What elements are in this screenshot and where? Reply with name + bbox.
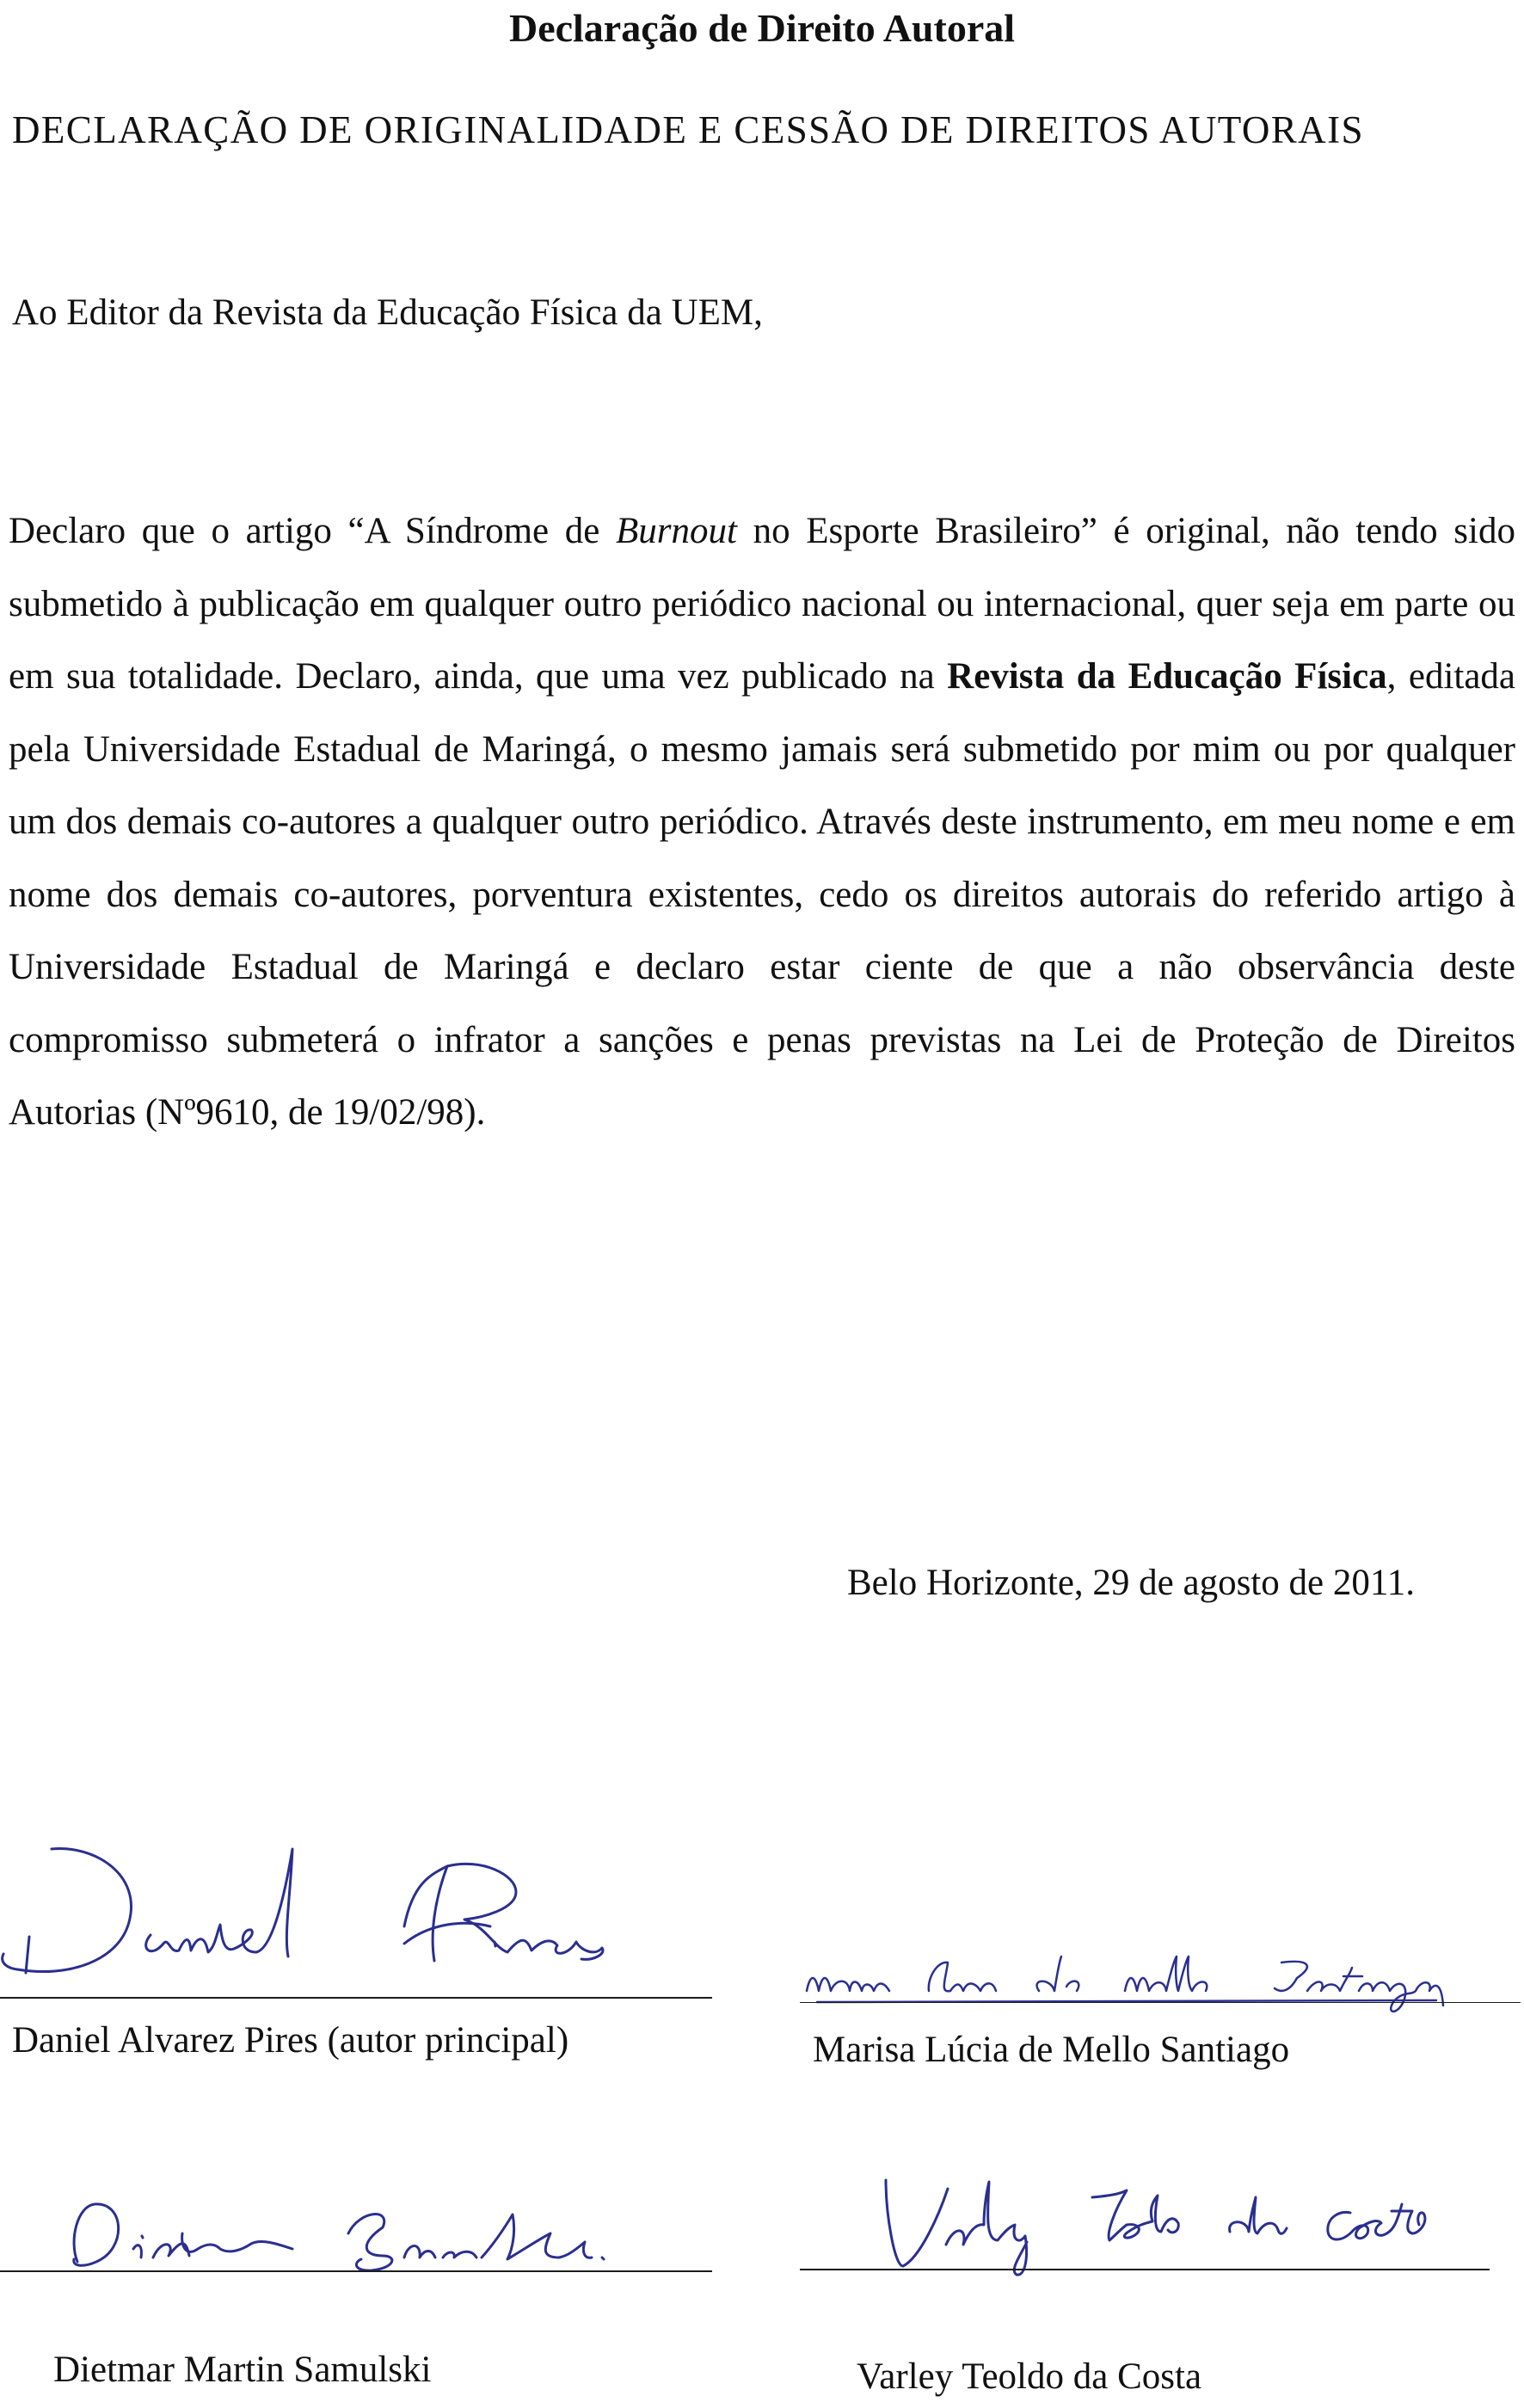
signer-name-4: Varley Teoldo da Costa [857, 2356, 1202, 2397]
body-text-part-2: no Esporte Brasileiro” é original, não tendo sido submetido à publicação em qualquer outro periódico nacional ou internacional, quer seja em parte ou em sua totalidade. Declaro, ainda, que uma vez publicado na [9, 511, 1515, 697]
signature-line-4 [800, 2269, 1490, 2270]
body-text-part-1: Declaro que o artigo “A Síndrome de [9, 511, 617, 551]
italic-term: Burnout [616, 511, 737, 551]
signature-dietmar-samulski [0, 2189, 722, 2283]
signature-marisa-santiago [800, 1944, 1522, 2021]
signature-daniel-pires [0, 1840, 619, 1995]
salutation: Ao Editor da Revista da Educação Física da UEM, [12, 292, 763, 333]
signer-name-1: Daniel Alvarez Pires (autor principal) [12, 2020, 569, 2061]
signer-name-3: Dietmar Martin Samulski [53, 2350, 432, 2390]
signature-line-3 [0, 2270, 712, 2272]
signature-line-1 [0, 1997, 712, 1999]
journal-name: Revista da Educação Física [947, 656, 1387, 697]
place-and-date: Belo Horizonte, 29 de agosto de 2011. [847, 1563, 1415, 1603]
signature-line-2 [800, 2002, 1521, 2003]
signature-varley-costa [800, 2172, 1522, 2283]
declaration-body [9, 495, 1515, 1150]
document-subtitle: DECLARAÇÃO DE ORIGINALIDADE E CESSÃO DE DIREITOS AUTORAIS [12, 108, 1364, 151]
document-title: Declaração de Direito Autoral [508, 6, 1016, 50]
body-text-part-3: , editada pela Universidade Estadual de Maringá, o mesmo jamais será submetido por mim ou por qualquer um dos demais co-autores a qualquer outro periódico. Através deste instrumento, em meu nome e em nome dos demais co-autores, porventura existentes, cedo os direitos autorais do referido artigo à Universidade Estadual de Maringá e declaro estar ciente de que a não observância deste compromisso submeterá o infrator a sanções e penas previstas na Lei de Proteção de Direitos Autorias (Nº9610, de 19/02/98). [9, 656, 1516, 1133]
signer-name-2: Marisa Lúcia de Mello Santiago [813, 2030, 1290, 2070]
